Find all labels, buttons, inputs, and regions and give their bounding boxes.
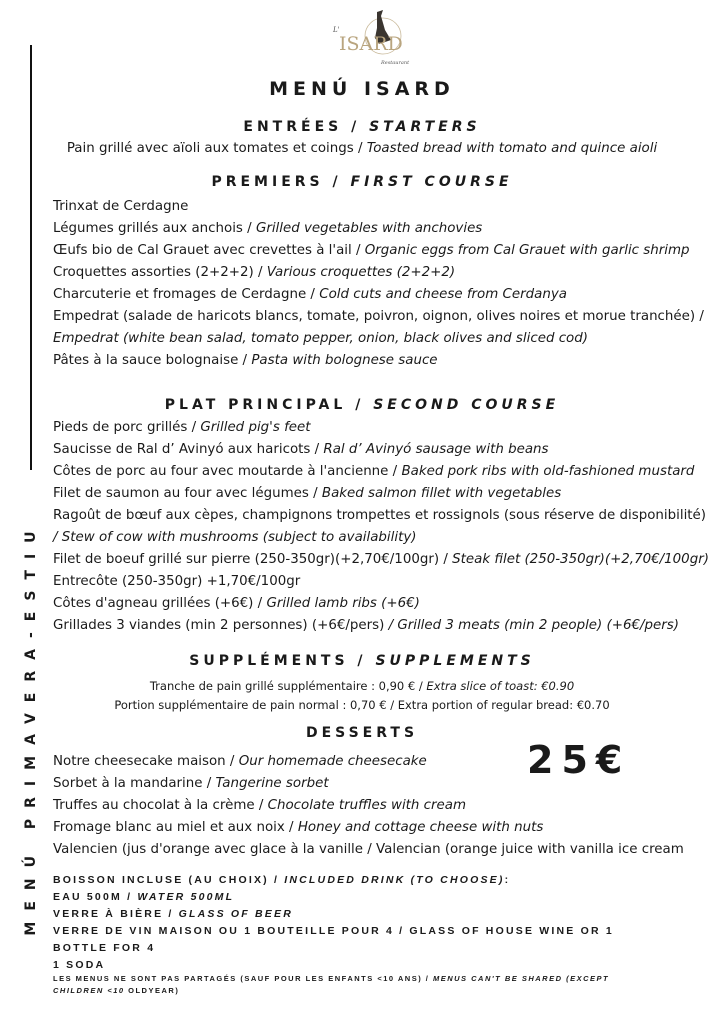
menu-item: Pieds de porc grillés / Grilled pig's feet [53, 420, 311, 435]
menu-item: Pain grillé avec aïoli aux tomates et coings / Toasted bread with tomato and quince aioli [66, 141, 658, 156]
menu-item: Notre cheesecake maison / Our homemade cheesecake [53, 754, 427, 769]
page-title: MENÚ ISARD [269, 78, 455, 100]
supplement-item: Tranche de pain grillé supplémentaire : 0,90 € / Extra slice of toast: €0.90 [149, 679, 575, 693]
drink-item: EAU 500M / WATER 500ML [53, 891, 235, 903]
menu-item: Empedrat (white bean salad, tomato pepper, onion, black olives and sliced cod) [53, 331, 588, 346]
drinks-heading: BOISSON INCLUSE (AU CHOIX) / INCLUDED DRINK (TO CHOOSE): [53, 874, 511, 886]
isard-logo [325, 6, 415, 68]
supplements-heading: SUPPLÉMENTS / SUPPLEMENTS [189, 653, 535, 669]
menu-item: Grillades 3 viandes (min 2 personnes) (+6€/pers) / Grilled 3 meats (min 2 people) (+6€/pers) [53, 618, 679, 633]
drink-item: BOTTLE FOR 4 [53, 942, 156, 954]
menu-item: / Stew of cow with mushrooms (subject to availability) [53, 530, 417, 545]
menu-item: Sorbet à la mandarine / Tangerine sorbet [53, 776, 329, 791]
menu-item: Pâtes à la sauce bolognaise / Pasta with bolognese sauce [53, 353, 438, 368]
menu-item: Côtes de porc au four avec moutarde à l'ancienne / Baked pork ribs with old-fashioned mustard [53, 464, 695, 479]
menu-item: Charcuterie et fromages de Cerdagne / Cold cuts and cheese from Cerdanya [53, 287, 567, 302]
menu-item: Côtes d'agneau grillées (+6€) / Grilled lamb ribs (+6€) [53, 596, 420, 611]
svg-text:L': L' [333, 26, 340, 34]
drink-item: VERRE À BIÈRE / GLASS OF BEER [53, 908, 293, 920]
starters-heading: ENTRÉES / STARTERS [243, 119, 481, 135]
menu-item: Ragoût de bœuf aux cèpes, champignons trompettes et rossignols (sous réserve de disponibilité) [53, 508, 707, 523]
menu-item: Entrecôte (250-350gr) +1,70€/100gr [53, 574, 301, 589]
menu-price: 25€ [527, 738, 631, 782]
drink-item: VERRE DE VIN MAISON OU 1 BOUTEILLE POUR 4 / GLASS OF HOUSE WINE OR 1 [53, 925, 614, 937]
second-course-heading: PLAT PRINCIPAL / SECOND COURSE [164, 397, 560, 413]
menu-item: Légumes grillés aux anchois / Grilled vegetables with anchovies [53, 221, 483, 236]
svg-text:ISARD: ISARD [339, 33, 403, 55]
desserts-heading: DESSERTS [305, 725, 419, 741]
sharing-note: LES MENUS NE SONT PAS PARTAGÉS (SAUF POUR LES ENFANTS <10 ANS) / MENUS CAN'T BE SHARED (EXCEPT CHILDREN <10 OLDYEAR) [53, 974, 610, 995]
first-course-heading: PREMIERS / FIRST COURSE [211, 174, 513, 190]
menu-item: Filet de boeuf grillé sur pierre (250-350gr)(+2,70€/100gr) / Steak filet (250-350gr)(+2,70€/100gr) [53, 552, 709, 567]
side-label: MENÚ PRIMAVERA-ESTIU [23, 520, 39, 936]
menu-item: Truffes au chocolat à la crème / Chocolate truffles with cream [53, 798, 467, 813]
supplement-item: Portion supplémentaire de pain normal : 0,70 € / Extra portion of regular bread: €0.70 [114, 698, 610, 712]
svg-text:Restaurant: Restaurant [381, 60, 410, 66]
menu-item: Trinxat de Cerdagne [53, 199, 189, 214]
menu-item: Croquettes assorties (2+2+2) / Various croquettes (2+2+2) [53, 265, 456, 280]
menu-item: Filet de saumon au four avec légumes / Baked salmon fillet with vegetables [53, 486, 562, 501]
menu-item: Valencien (jus d'orange avec glace à la vanille / Valencian (orange juice with vanilla ice cream [53, 842, 684, 857]
menu-item: Saucisse de Ral d’ Avinyó aux haricots / Ral d’ Avinyó sausage with beans [53, 442, 549, 457]
menu-item: Fromage blanc au miel et aux noix / Honey and cottage cheese with nuts [53, 820, 544, 835]
menu-item: Empedrat (salade de haricots blancs, tomate, poivron, oignon, olives noires et morue tranchée) / [53, 309, 704, 324]
menu-item: Œufs bio de Cal Grauet avec crevettes à l'ail / Organic eggs from Cal Grauet with garlic shrimp [53, 243, 690, 258]
drink-item: 1 SODA [53, 959, 106, 971]
